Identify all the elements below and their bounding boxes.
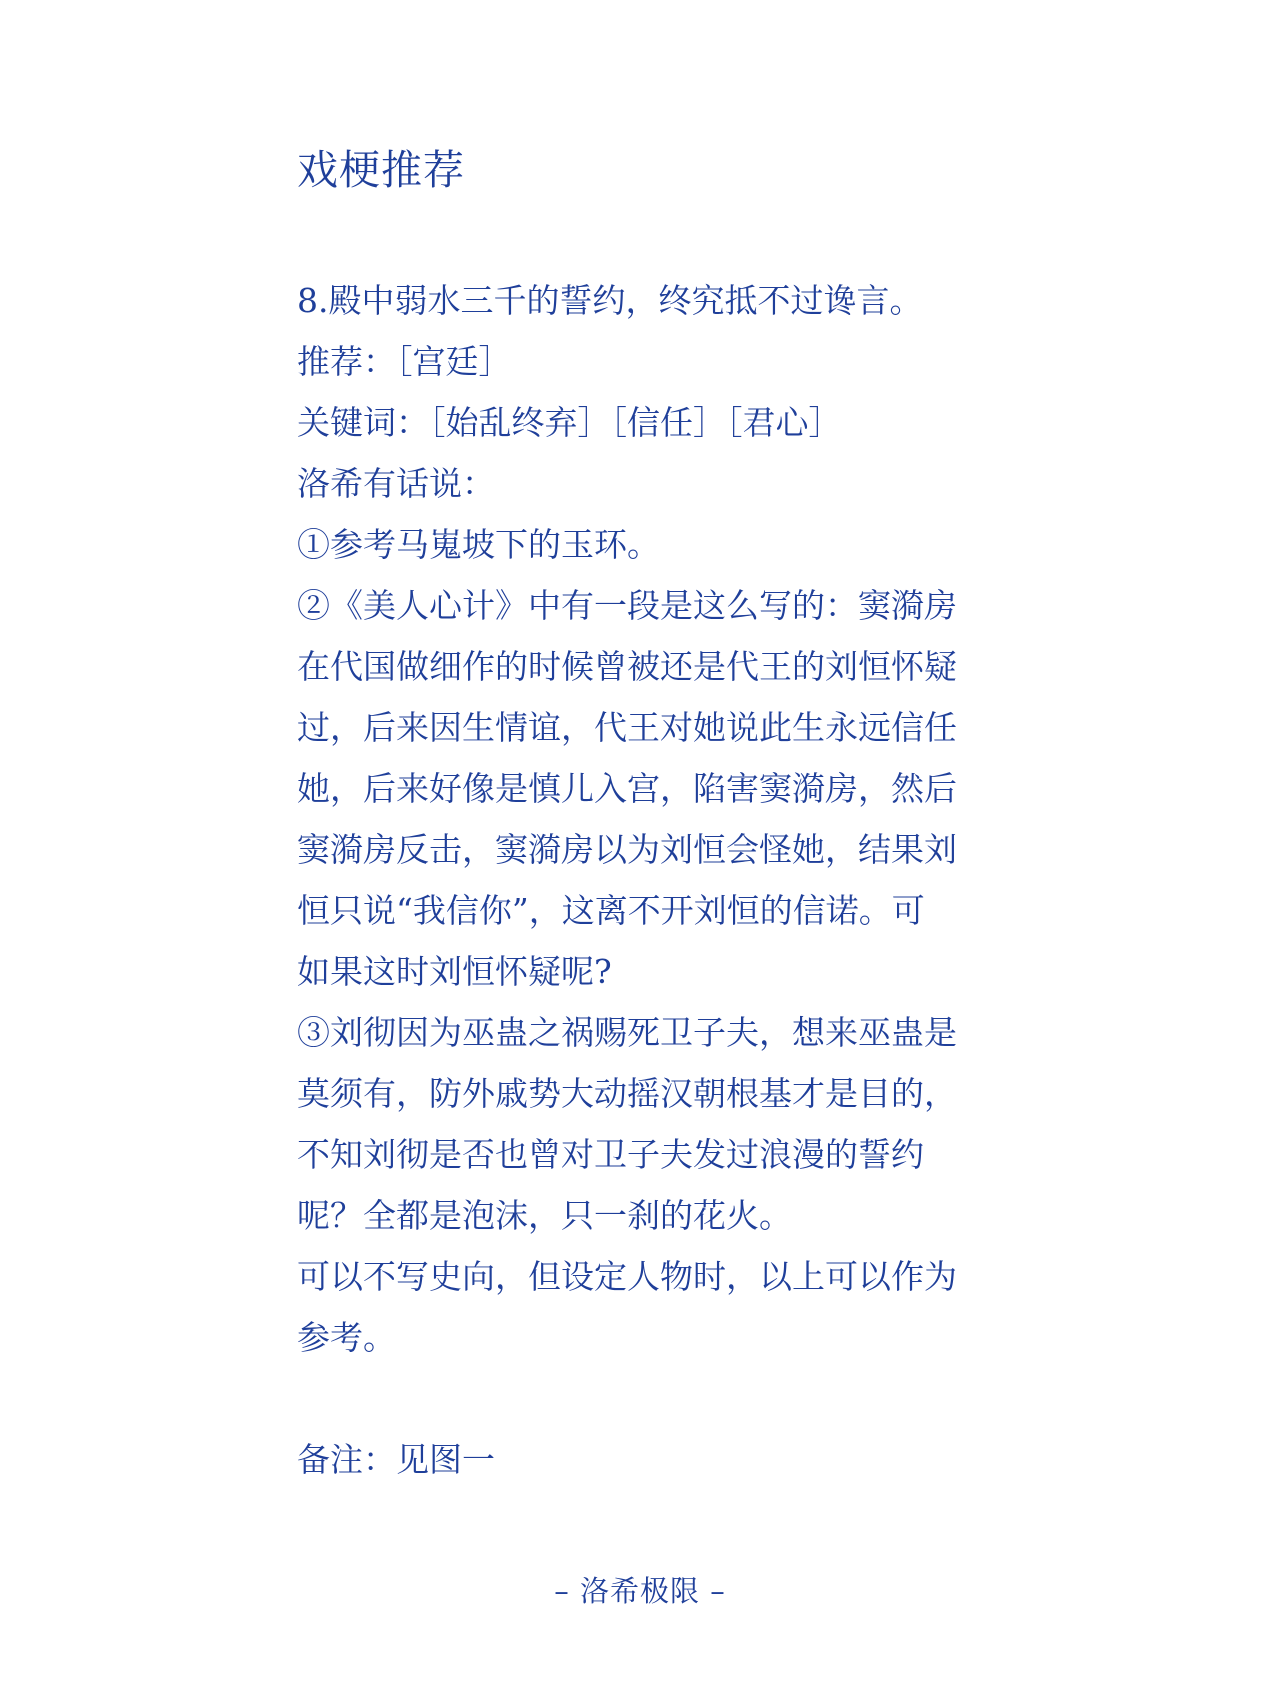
body-line: 窦漪房反击，窦漪房以为刘恒会怪她，结果刘 bbox=[297, 830, 957, 869]
body-line: 参考。 bbox=[297, 1318, 396, 1357]
body-line: 不知刘彻是否也曾对卫子夫发过浪漫的誓约 bbox=[297, 1135, 924, 1174]
body-line: ①参考马嵬坡下的玉环。 bbox=[297, 525, 660, 564]
body-line: 呢？全都是泡沫，只一刹的花火。 bbox=[297, 1196, 792, 1235]
body-line: ③刘彻因为巫蛊之祸赐死卫子夫，想来巫蛊是 bbox=[297, 1013, 957, 1052]
body-line: 如果这时刘恒怀疑呢? bbox=[297, 952, 612, 991]
body-line: 她，后来好像是慎儿入宫，陷害窦漪房，然后 bbox=[297, 769, 957, 808]
note-line: 备注：见图一 bbox=[297, 1440, 495, 1479]
body-line: 莫须有，防外戚势大动摇汉朝根基才是目的， bbox=[297, 1074, 957, 1113]
article-body bbox=[297, 270, 987, 1490]
body-line: 恒只说“我信你”，这离不开刘恒的信诺。可 bbox=[297, 891, 925, 930]
paragraph-gap bbox=[297, 1368, 987, 1429]
page-title: 戏梗推荐 bbox=[297, 146, 465, 194]
body-line: 8.殿中弱水三千的誓约，终究抵不过谗言。 bbox=[297, 281, 923, 320]
footer-signature: – 洛希极限 – bbox=[554, 1574, 726, 1608]
body-line: 关键词：［始乱终弃］［信任］［君心］ bbox=[297, 403, 842, 442]
body-line: 在代国做细作的时候曾被还是代王的刘恒怀疑 bbox=[297, 647, 957, 686]
body-line: 可以不写史向，但设定人物时，以上可以作为 bbox=[297, 1257, 957, 1296]
body-line: 过，后来因生情谊，代王对她说此生永远信任 bbox=[297, 708, 957, 747]
body-line: 洛希有话说： bbox=[297, 464, 495, 503]
body-line: 推荐：［宫廷］ bbox=[297, 342, 512, 381]
body-line: ②《美人心计》中有一段是这么写的：窦漪房 bbox=[297, 586, 957, 625]
